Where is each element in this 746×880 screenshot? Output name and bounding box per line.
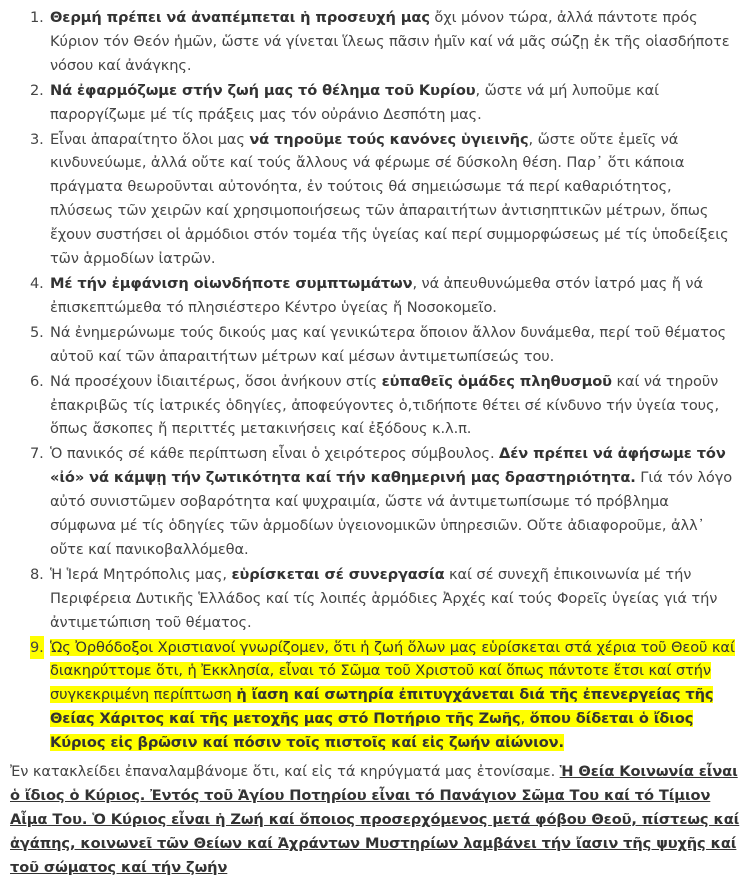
body-text: καί σέ συνεχῆ ἐπικοινωνία μέ τήν Περιφέρεια Δυτικῆς Ἑλλάδος καί τίς λοιπές ἁρμόδιες Ἀρχές καί τούς Φορεῖς ὑγείας γιά τήν ἀντιμετώπιση τοῦ θέματος. [50, 565, 718, 631]
list-item-number: 7. [30, 445, 44, 463]
body-text: Ὡς Ὀρθόδοξοι Χριστιανοί γνωρίζομεν, ὅτι ἡ ζωή ὅλων μας εὑρίσκεται στά χέρια τοῦ Θεοῦ καί διακηρύττομε ὅτι, ἡ Ἐκκλησία, εἶναι τό Σῶμα τοῦ Χριστοῦ καί ὅπως πάντοτε ἔτσι καί στήν συγκεκριμένη περίπτωση [50, 638, 735, 704]
body-text: Ἡ Ἱερά Μητρόπολις μας, [50, 565, 232, 583]
list-item [0, 272, 746, 320]
bold-text: Θερμή πρέπει νά ἀναπέμπεται ἡ προσευχή μας [50, 9, 430, 26]
bold-text: νά τηροῦμε τούς κανόνες ὑγιεινῆς [249, 130, 529, 148]
list-item-number: 9. [30, 636, 44, 660]
list-item [0, 636, 746, 756]
bold-text: εὐπαθεῖς ὁμάδες πληθυσμοῦ [381, 372, 612, 390]
body-text: , νά ἀπευθυνώμεθα στόν ἰατρό μας ἤ νά ἐπισκεπτώμεθα τό πλησιέστερο Κέντρο ὑγείας ἤ Νοσοκομεῖο. [50, 274, 704, 316]
numbered-list [0, 6, 746, 756]
body-text: Νά προσέχουν ἰδιαιτέρως, ὅσοι ἀνήκουν στίς [50, 372, 382, 390]
bold-text: Δέν πρέπει νά ἀφήσωμε τόν «ἰό» νά κάμψῃ τήν ζωτικότητα καί τήν καθημερινή μας δραστηριότητα. [50, 445, 726, 487]
body-text: Γιά τόν λόγο αὐτό συνιστῶμεν σοβαρότητα καί ψυχραιμία, ὥστε νά ἀντιμετωπίσωμε τό πρόβλημα σύμφωνα μέ τίς ὁδηγίες τῶν ἁρμοδίων ὑγειονομικῶν ὑπηρεσιῶν. Οὔτε ἀδιαφοροῦμε, ἀλλ᾽ οὔτε καί πανικοβαλλόμεθα. [50, 469, 733, 558]
list-item [0, 79, 746, 127]
list-item-number: 4. [30, 274, 44, 292]
body-text: Ὁ πανικός σέ κάθε περίπτωση εἶναι ὁ χειρότερος σύμβουλος. [50, 445, 500, 463]
closing-intro: Ἐν κατακλείδει ἐπαναλαμβάνομε ὅτι, καί εἰς τά κηρύγματά μας ἐτονίσαμε. [10, 763, 560, 780]
bold-text: Μέ τήν ἐμφάνιση οἱωνδήποτε συμπτωμάτων [50, 274, 413, 292]
body-text: , ὥστε νά μή λυποῦμε καί παροργίζωμε μέ τίς πράξεις μας τόν οὐράνιο Δεσπότη μας. [50, 81, 659, 123]
list-item-number: 3. [30, 130, 44, 148]
closing-paragraph [10, 760, 740, 880]
list-item [0, 321, 746, 369]
body-text: Εἶναι ἀπαραίτητο ὅλοι μας [50, 130, 250, 148]
body-text: ὄχι μόνον τώρα, ἀλλά πάντοτε πρός Κύριον τόν Θεόν ἡμῶν, ὥστε νά γίνεται ἵλεως πᾶσιν ἡμῖν καί νά μᾶς σώζῃ ἐκ τῆς οἱασδήποτε νόσου καί ἀνάγκης. [50, 9, 730, 74]
list-item-number: 6. [30, 372, 44, 390]
list-item-number: 1. [30, 9, 44, 26]
list-item-number: 2. [30, 81, 44, 99]
body-text: , ὥστε οὔτε ἐμεῖς νά κινδυνεύωμε, ἀλλά οὔτε καί τούς ἄλλους νά φέρωμε σέ δύσκολη θέση. Παρ᾽ ὅτι κάποια πράγματα θεωροῦνται αὐτονόητα, ἐν τούτοις θά σημειώσωμε τά περί καθαριότητος, πλύσεως τῶν χειρῶν καί χρησιμοποιήσεως τῶν ἀπαραιτήτων ἀντισηπτικῶν μέτρων, ὅπως ἔχουν συστήσει οἱ ἁρμόδιοι στόν τομέα τῆς ὑγείας καί περί συμμορφώσεως μέ τίς ὑποδείξεις τῶν ἁρμοδίων ἰατρῶν. [50, 130, 729, 268]
list-item [0, 442, 746, 562]
list-item [0, 563, 746, 635]
list-item-number: 8. [30, 565, 44, 583]
list-item [0, 370, 746, 442]
body-text: , [520, 710, 530, 728]
bold-text: εὑρίσκεται σέ συνεργασία [231, 565, 445, 583]
closing-emphasis: Ἡ Θεία Κοινωνία εἶναι ὁ ἴδιος ὁ Κύριος. Ἐντός τοῦ Ἁγίου Ποτηρίου εἶναι τό Πανάγιον Σῶμα Του καί τό Τίμιον Αἷμα Του. Ὁ Κύριος εἶναι ἡ Ζωή καί ὅποιος προσερχόμενος μετά φόβου Θεοῦ, πίστεως καί ἀγάπης, κοινωνεῖ τῶν Θείων καί Ἀχράντων Μυστηρίων λαμβάνει τήν ἴασιν τῆς ψυχῆς καί τοῦ σώματος καί τήν ζωήν [10, 763, 740, 876]
bold-text: Νά ἐφαρμόζωμε στήν ζωή μας τό θέλημα τοῦ Κυρίου [50, 81, 476, 99]
list-item-number: 5. [30, 323, 44, 341]
body-text: καί νά τηροῦν ἐπακριβῶς τίς ἰατρικές ὁδηγίες, ἀποφεύγοντες ὁ,τιδήποτε θέτει σέ κίνδυνο τήν ὑγεία τους, ὅπως ἄσκοπες ἤ περιττές μετακινήσεις καί ἐξόδους κ.λ.π. [50, 372, 719, 438]
list-item [0, 128, 746, 271]
bold-text: ἡ ἴαση καί σωτηρία ἐπιτυγχάνεται διά τῆς ἐπενεργείας τῆς Θείας Χάριτος καί τῆς μετοχῆς μας στό Ποτήριο τῆς Ζωῆς [50, 686, 714, 728]
body-text: Νά ἐνημερώνωμε τούς δικούς μας καί γενικώτερα ὅποιον ἄλλον δυνάμεθα, περί τοῦ θέματος αὐτοῦ καί τῶν ἀπαραιτήτων μέτρων καί μέσων ἀντιμετωπίσεώς του. [50, 323, 727, 365]
list-item [0, 6, 746, 78]
bold-text: ὅπου δίδεται ὁ ἴδιος Κύριος εἰς βρῶσιν καί πόσιν τοῖς πιστοῖς καί εἰς ζωήν αἰώνιον. [50, 710, 694, 752]
